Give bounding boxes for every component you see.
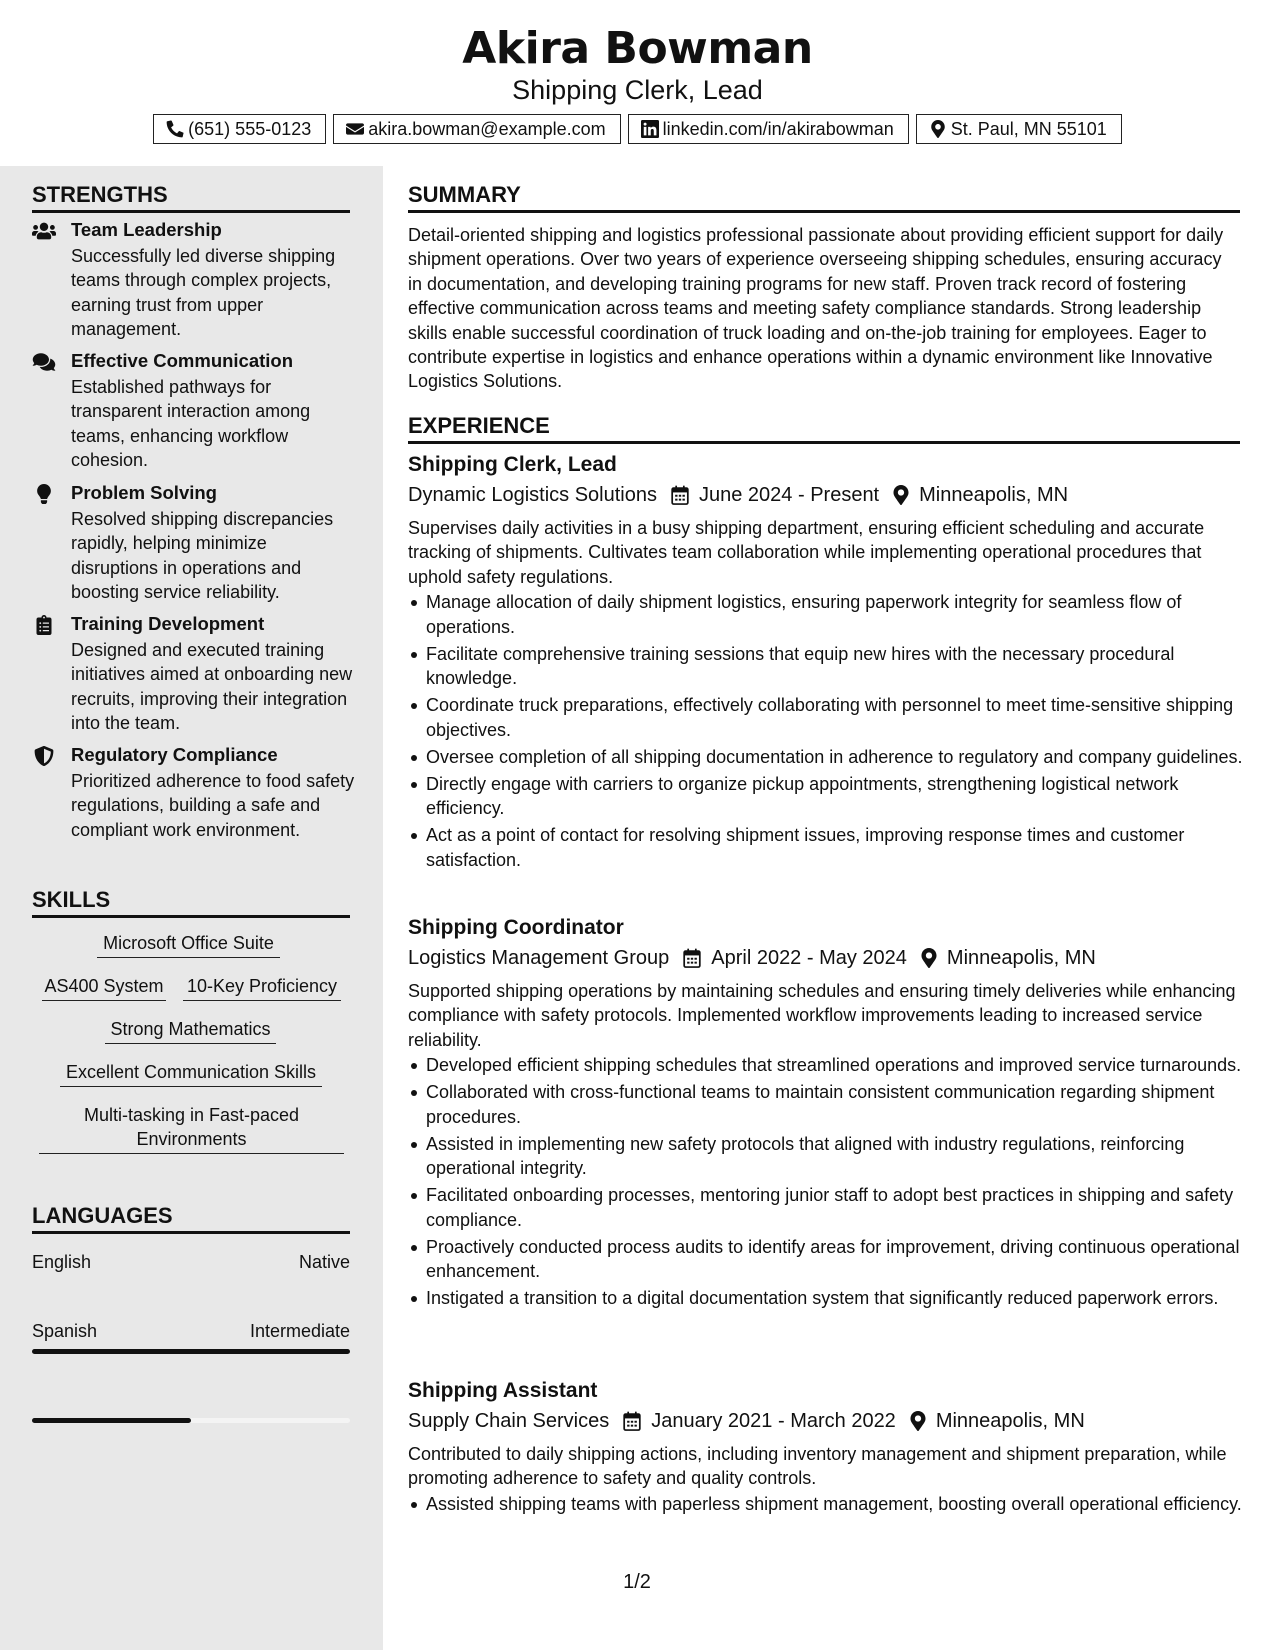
experience-heading: EXPERIENCE	[408, 411, 1240, 444]
skill-tag: Excellent Communication Skills	[60, 1060, 322, 1087]
language-level: Intermediate	[249, 1321, 350, 1341]
skill-tag: Strong Mathematics	[105, 1017, 276, 1044]
strength-title: Team Leadership	[71, 219, 222, 240]
languages-heading: LANGUAGES	[32, 1201, 350, 1234]
calendar-icon	[623, 1411, 641, 1431]
job-description: Contributed to daily shipping actions, including inventory management and shipment preparation, while promoting adherence to safety and quality controls.	[408, 1444, 1227, 1489]
job-entry	[408, 451, 1243, 875]
job-meta	[408, 1408, 1243, 1434]
strength-desc: Prioritized adherence to food safety regulations, building a safe and compliant work environment.	[71, 771, 355, 840]
map-marker-icon	[929, 120, 947, 138]
contact-email-text: akira.bowman@example.com	[368, 119, 606, 139]
map-marker-icon	[910, 1411, 926, 1431]
job-bullet: Assisted in implementing new safety protocols that aligned with industry regulations, reinforcing operational integrity.	[408, 1132, 1243, 1181]
linkedin-icon	[641, 120, 659, 138]
strength-desc: Successfully led diverse shipping teams through complex projects, earning trust from upper management.	[71, 246, 336, 340]
strength-desc: Resolved shipping discrepancies rapidly, helping minimize disruptions in operations and boosting service reliability.	[71, 509, 334, 603]
job-title: Shipping Clerk, Lead	[408, 453, 617, 476]
job-location: Minneapolis, MN	[919, 484, 1069, 506]
job-bullets	[408, 1492, 1243, 1516]
lightbulb-icon	[32, 484, 56, 504]
language-bar-fill	[32, 1349, 350, 1354]
map-marker-icon	[921, 948, 937, 968]
job-bullet: Facilitate comprehensive training sessions that equip new hires with the necessary procedural knowledge.	[408, 642, 1243, 691]
job-bullet: Assisted shipping teams with paperless shipment management, boosting overall operational efficiency.	[408, 1492, 1243, 1516]
job-bullets	[408, 1053, 1243, 1311]
candidate-name: Akira Bowman	[462, 23, 813, 74]
job-dates: April 2022 - May 2024	[711, 947, 907, 969]
job-company: Logistics Management Group	[408, 947, 670, 969]
language-level: Native	[298, 1252, 350, 1272]
strength-desc: Established pathways for transparent interaction among teams, enhancing workflow cohesion.	[71, 377, 311, 471]
job-meta	[408, 482, 1243, 508]
shield-icon	[32, 746, 56, 766]
strengths-heading: STRENGTHS	[32, 180, 350, 213]
sidebar	[0, 166, 383, 1650]
job-bullet: Developed efficient shipping schedules that streamlined operations and improved service turnarounds.	[408, 1053, 1243, 1077]
calendar-icon	[671, 485, 689, 505]
language-name: English	[32, 1252, 92, 1272]
job-bullets	[408, 590, 1243, 872]
contact-location-text: St. Paul, MN 55101	[950, 119, 1107, 139]
job-bullet: Facilitated onboarding processes, mentoring junior staff to adopt best practices in shipping and safety compliance.	[408, 1183, 1243, 1232]
strength-title: Regulatory Compliance	[71, 744, 278, 765]
summary-text: Detail-oriented shipping and logistics professional passionate about providing efficient support for daily shipment operations. Over two years of experience overseeing shipping schedules, ensuring accuracy in documentation, and developing training programs for new staff. Proven track record of fostering effective communication across teams and meeting safety compliance standards. Strong leadership skills enable successful coordination of truck loading and on-the-job training for employees. Eager to contribute expertise in logistics and enhance operations within a dynamic environment like Innovative Logistics Solutions.	[408, 225, 1224, 392]
summary-heading: SUMMARY	[408, 180, 1240, 213]
contact-location	[916, 114, 1122, 144]
skills-heading: SKILLS	[32, 885, 350, 918]
job-bullet: Oversee completion of all shipping documentation in adherence to regulatory and company guidelines.	[408, 745, 1243, 769]
language-bar	[32, 1349, 350, 1354]
calendar-icon	[683, 948, 701, 968]
contact-bar	[0, 114, 1275, 144]
job-entry	[408, 1377, 1243, 1519]
phone-icon	[166, 120, 184, 138]
skill-tag: AS400 System	[42, 974, 166, 1001]
job-dates: June 2024 - Present	[699, 484, 880, 506]
job-dates: January 2021 - March 2022	[651, 1410, 896, 1432]
job-location: Minneapolis, MN	[935, 1410, 1085, 1432]
job-company: Dynamic Logistics Solutions	[408, 484, 657, 506]
skill-tag: Multi-tasking in Fast-paced Environments	[39, 1103, 344, 1154]
page-number: 1/2	[623, 1571, 651, 1593]
contact-phone-text: (651) 555-0123	[188, 119, 312, 139]
users-icon	[32, 221, 56, 241]
strength-desc: Designed and executed training initiatives aimed at onboarding new recruits, improving their integration into the team.	[71, 640, 353, 734]
strength-title: Problem Solving	[71, 482, 217, 503]
main-column	[383, 166, 1275, 1650]
strength-title: Effective Communication	[71, 350, 294, 371]
job-company: Supply Chain Services	[408, 1410, 610, 1432]
language-bar	[32, 1418, 350, 1423]
skill-tag: Microsoft Office Suite	[97, 931, 280, 958]
job-bullet: Coordinate truck preparations, effectively collaborating with personnel to meet time-sensitive shipping objectives.	[408, 693, 1243, 742]
job-bullet: Directly engage with carriers to organize pickup appointments, strengthening logistical network efficiency.	[408, 772, 1243, 821]
job-bullet: Instigated a transition to a digital documentation system that significantly reduced paperwork errors.	[408, 1286, 1243, 1310]
comments-icon	[32, 352, 56, 372]
job-bullet: Proactively conducted process audits to identify areas for improvement, driving continuous operational enhancement.	[408, 1235, 1243, 1284]
language-bar-fill	[32, 1418, 191, 1423]
clipboard-list-icon	[32, 615, 56, 635]
contact-phone	[153, 114, 326, 144]
envelope-icon	[346, 120, 364, 138]
job-bullet: Act as a point of contact for resolving shipment issues, improving response times and customer satisfaction.	[408, 823, 1243, 872]
job-description: Supported shipping operations by maintaining schedules and ensuring timely deliveries while enhancing compliance with safety protocols. Implemented workflow improvements leading to increased service reliability.	[408, 981, 1236, 1050]
job-description: Supervises daily activities in a busy shipping department, ensuring efficient scheduling and accurate tracking of shipments. Cultivates team collaboration while implementing operational procedures that uphold safety regulations.	[408, 518, 1205, 587]
job-title: Shipping Assistant	[408, 1379, 598, 1402]
contact-linkedin-text: linkedin.com/in/akirabowman	[662, 119, 894, 139]
resume-header	[0, 0, 1275, 166]
job-location: Minneapolis, MN	[946, 947, 1096, 969]
candidate-title: Shipping Clerk, Lead	[512, 75, 763, 105]
job-meta	[408, 945, 1243, 971]
language-name: Spanish	[32, 1321, 98, 1341]
contact-linkedin	[628, 114, 909, 144]
job-bullet: Collaborated with cross-functional teams to maintain consistent communication regarding shipment procedures.	[408, 1080, 1243, 1129]
job-entry	[408, 914, 1243, 1313]
job-title: Shipping Coordinator	[408, 916, 624, 939]
job-bullet: Manage allocation of daily shipment logistics, ensuring paperwork integrity for seamless flow of operations.	[408, 590, 1243, 639]
strength-title: Training Development	[71, 613, 265, 634]
contact-email	[333, 114, 620, 144]
map-marker-icon	[893, 485, 909, 505]
skill-tag: 10-Key Proficiency	[183, 974, 341, 1001]
